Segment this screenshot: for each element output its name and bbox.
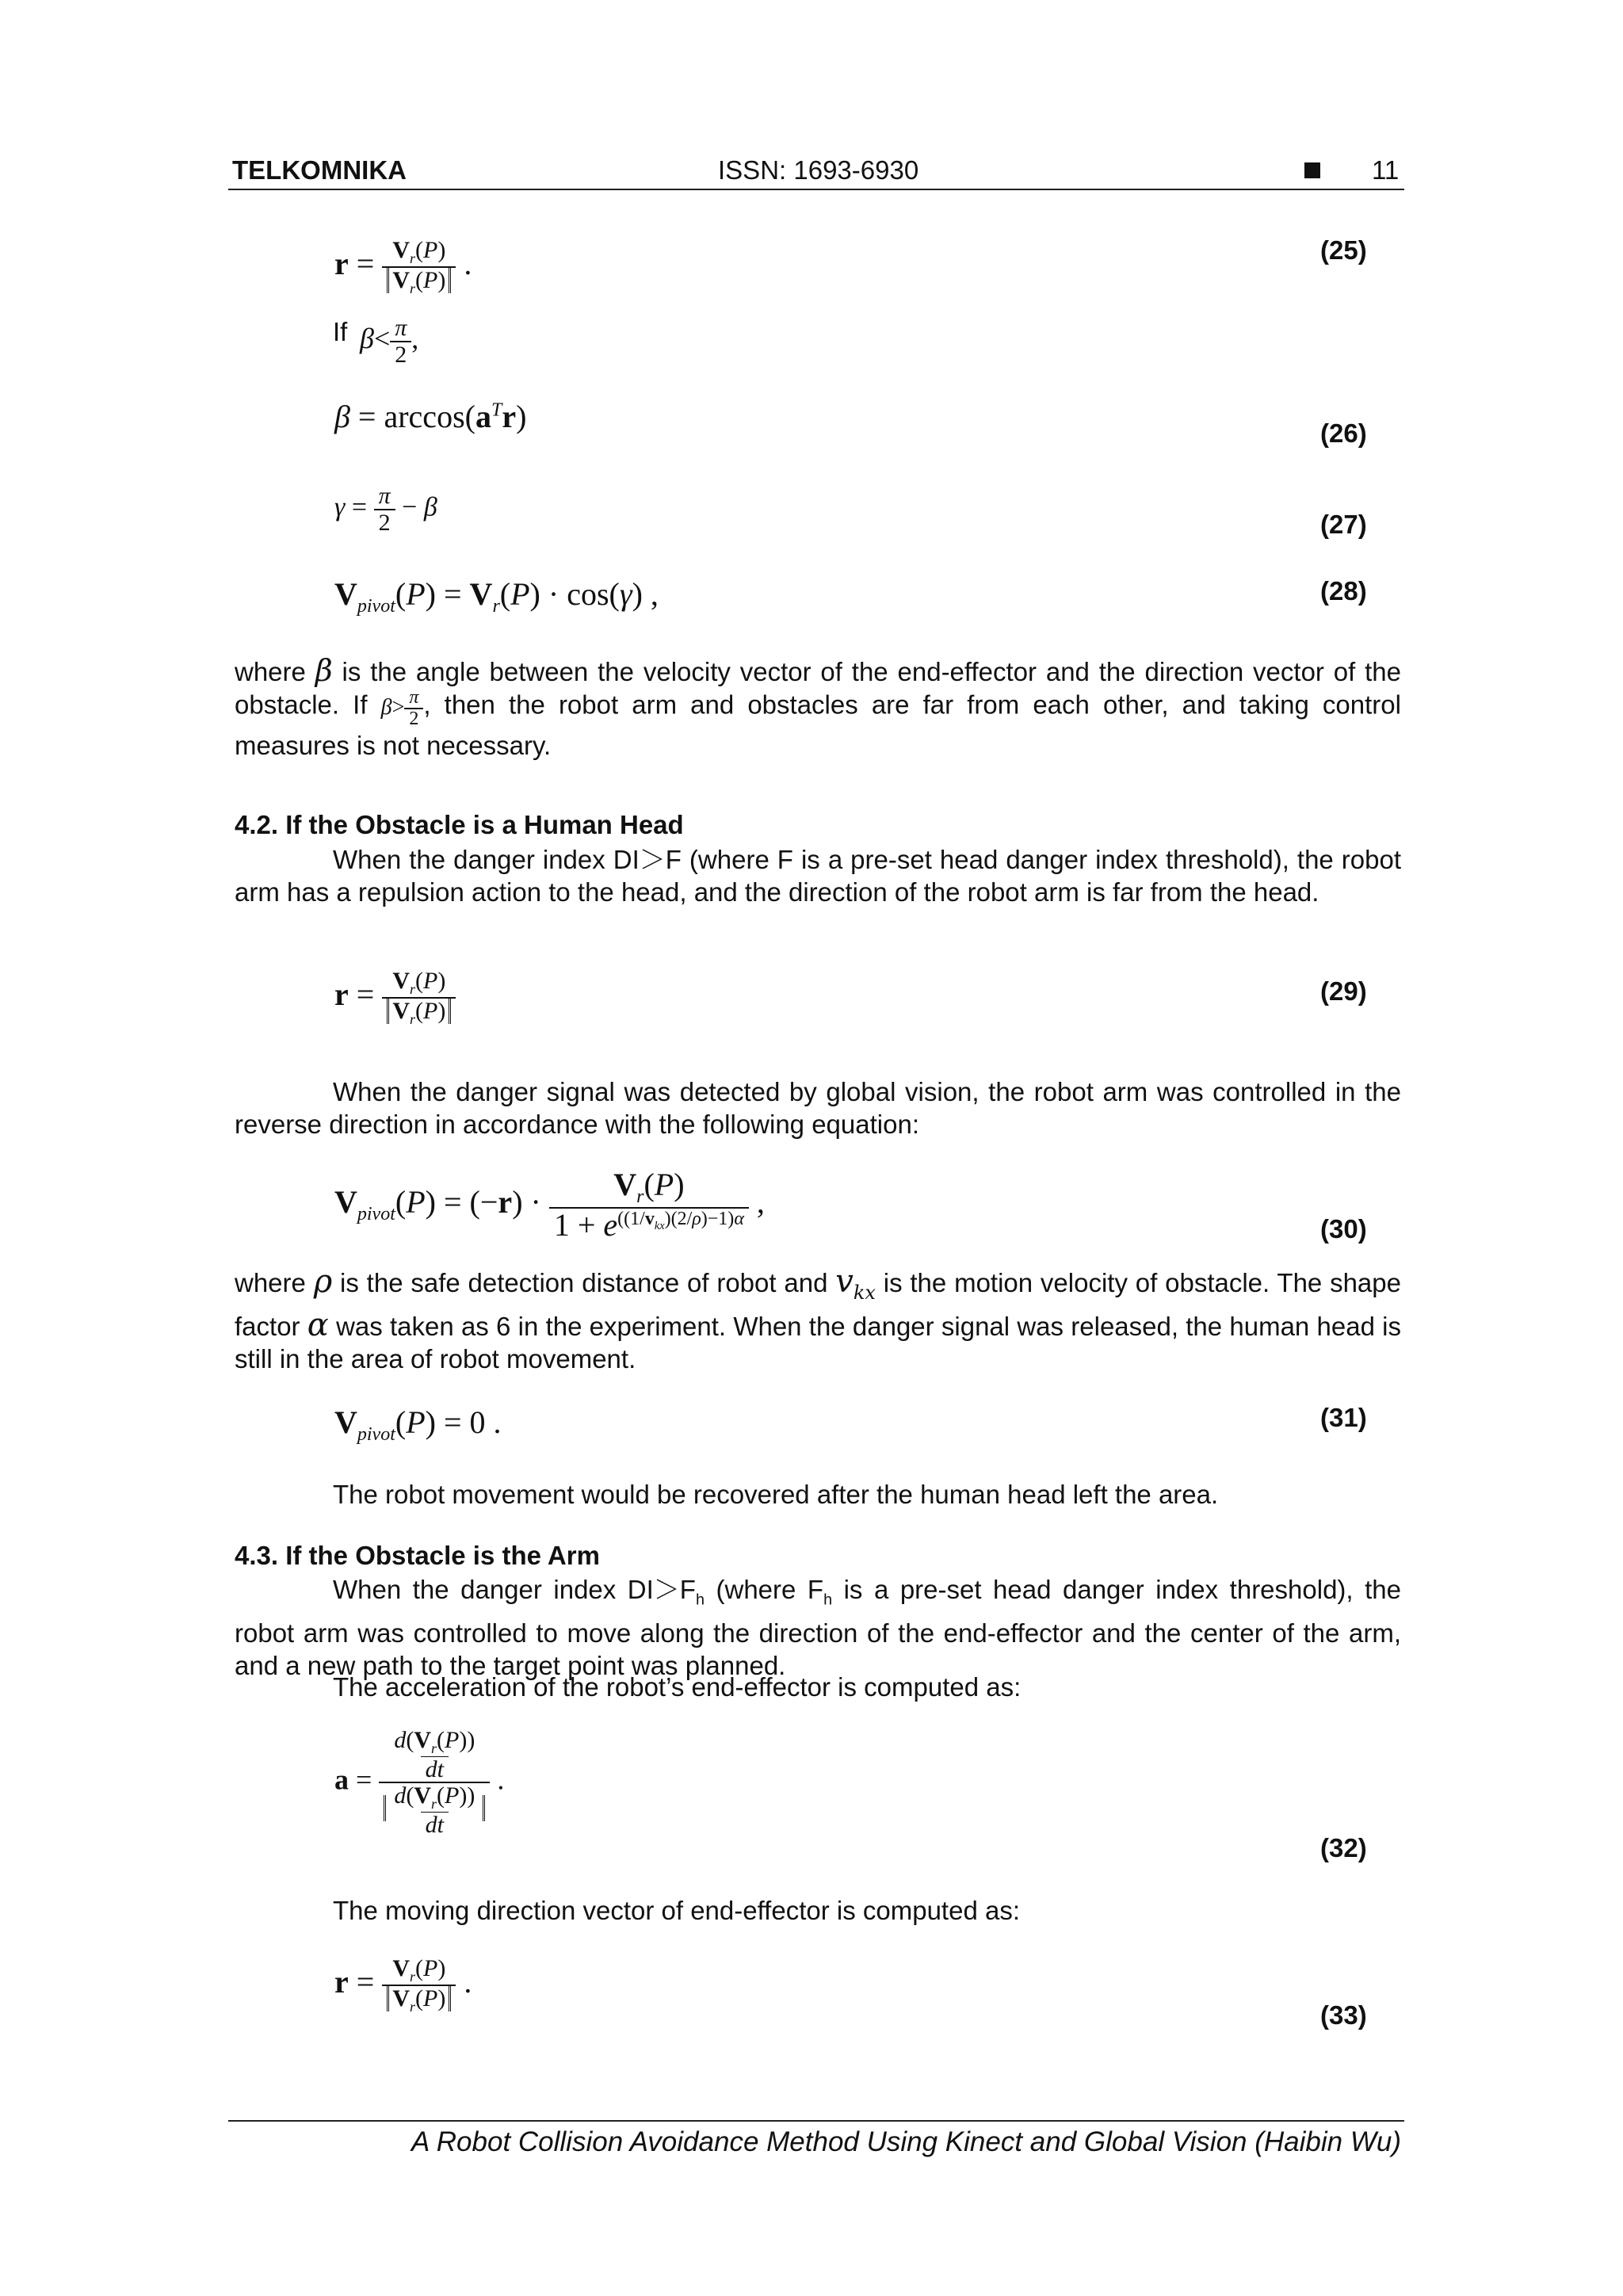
paragraph-4-3 (235, 1573, 1401, 1682)
journal-name: TELKOMNIKA (232, 155, 407, 185)
equation-28: $V_{pivot}(P) = V_r(P) \cdot \cos(\gamma)$ , (334, 576, 659, 617)
issn: ISSN: 1693-6930 (718, 155, 919, 185)
beta-greater-condition: β> $\frac{\pi}{2}$ (381, 695, 424, 720)
equation-number-31: (31) (1320, 1403, 1367, 1432)
header-square-icon (1304, 162, 1320, 182)
equation-number-30: (30) (1320, 1214, 1367, 1244)
section-heading-4-2: 4.2. If the Obstacle is a Human Head (235, 810, 684, 839)
vkx-description: is the motion velocity of obstacle. The shape factor (235, 1268, 1401, 1341)
footer-citation: A Robot Collision Avoidance Method Using Kinect and Global Vision (Haibin Wu) (411, 2126, 1401, 2157)
if-label: If (333, 317, 348, 346)
equation-number-26: (26) (1320, 418, 1367, 448)
subscript-h-2: h (823, 1591, 833, 1609)
page-number: 11 (1372, 155, 1400, 185)
paragraph-4-2: When the danger index DI＞F (where F is a pre-set head danger index threshold), the robot arm has a repulsion action to the head, and the direction of the robot arm is far from the head. (235, 845, 1401, 907)
equation-number-25: (25) (1320, 235, 1367, 265)
where-text: where (235, 657, 306, 686)
danger-index-text: When the danger index DI＞F (333, 1575, 696, 1604)
equation-number-29: (29) (1320, 976, 1367, 1006)
paragraph-rho (235, 1263, 1402, 1375)
beta-far-text: , then the robot arm and obstacles are far from each other, and taking control measures is not necessary. (235, 690, 1401, 761)
vkx-symbol: $v_{kx}$ (835, 1263, 876, 1304)
equation-30: $V_{pivot}(P) = (-r)$ · $\frac{V_r(P)}{1 + e^{((1/v_{kx})(2/\rho)-1)\alpha}}$ , (334, 1167, 765, 1244)
condition-beta: β< $\frac{\pi}{2}$ , (360, 315, 419, 368)
equation-number-33: (33) (1320, 2000, 1367, 2030)
alpha-symbol: α (307, 1307, 329, 1343)
paragraph-where-beta (235, 655, 1401, 762)
subscript-h-1: h (695, 1591, 705, 1609)
equation-29: r = $\frac{V_r(P)}{V_r(P)}$ (334, 968, 456, 1027)
arm-description: is a pre-set head danger index threshold), the robot arm was controlled to move along the direction of the end-effector and the center of the arm, and a new path to the target point was planned. (235, 1575, 1401, 1680)
alpha-description: was taken as 6 in the experiment. When the danger signal was released, the human head is still in the area of robot movement. (235, 1312, 1402, 1373)
beta-description: is the angle between the velocity vector of the end-effector and the direction vector of the obstacle. If (235, 657, 1401, 720)
rho-symbol: ρ (313, 1263, 333, 1300)
equation-33: r = $\frac{V_r(P)}{V_r(P)}$ . (334, 1955, 472, 2015)
equation-25: r = $\frac{V_r(P)}{V_r(P)}$ . (334, 237, 472, 296)
equation-26: $\beta = \arccos(a^Tr)$ (334, 399, 527, 434)
paragraph-recovered: The robot movement would be recovered after the human head left the area. (333, 1480, 1219, 1509)
equation-number-28: (28) (1320, 576, 1367, 606)
equation-number-32: (32) (1320, 1833, 1367, 1862)
section-heading-4-3: 4.3. If the Obstacle is the Arm (235, 1541, 600, 1570)
paragraph-moving-direction: The moving direction vector of end-effector is computed as: (333, 1896, 1020, 1925)
equation-31: $V_{pivot}(P) = 0$ . (334, 1404, 502, 1445)
beta-symbol: β (315, 653, 333, 688)
paragraph-danger-signal: When the danger signal was detected by global vision, the robot arm was controlled in the reverse direction in accordance with the following equation: (235, 1077, 1401, 1139)
where-text-2: where (235, 1268, 306, 1297)
equation-27: γ = $\frac{\pi}{2}$ − β (334, 483, 437, 536)
paragraph-acceleration: The acceleration of the robot’s end-effector is computed as: (333, 1672, 1022, 1702)
where-f-text: (where F (704, 1575, 824, 1604)
header-rule (228, 189, 1404, 190)
equation-number-27: (27) (1320, 510, 1367, 539)
footer-rule (228, 2120, 1404, 2122)
equation-32: a = $\frac{\frac{d(V_r(P))}{dt}}{\frac{d(V_r(P))}{dt}}$ . (334, 1727, 505, 1839)
rho-description: is the safe detection distance of robot and (340, 1268, 828, 1297)
